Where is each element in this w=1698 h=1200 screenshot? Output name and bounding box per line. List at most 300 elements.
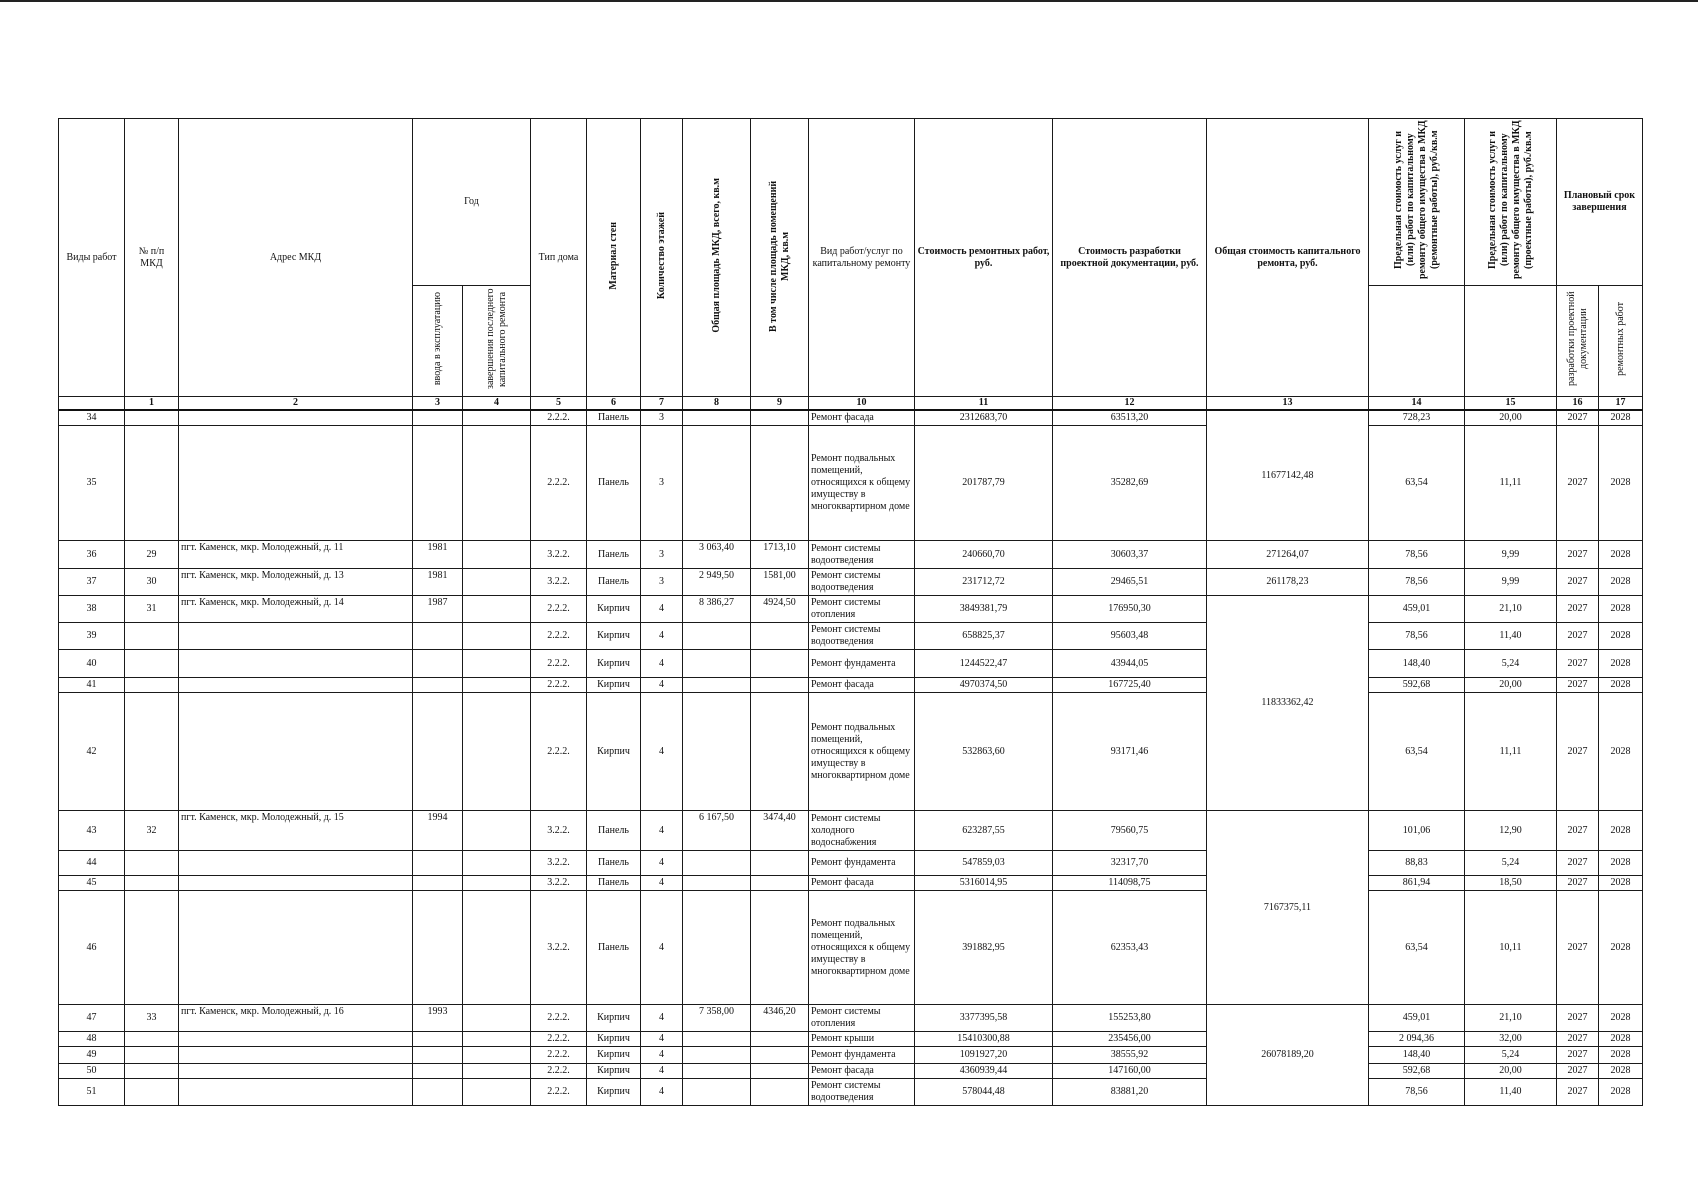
wall-material-cell: Кирпич	[587, 693, 641, 811]
total-area-cell	[683, 410, 751, 426]
premises-area-cell	[751, 1047, 809, 1064]
plan-repair-year-cell: 2028	[1599, 876, 1643, 891]
premises-area-cell	[751, 876, 809, 891]
limit-repair-cell: 861,94	[1369, 876, 1465, 891]
column-number: 14	[1369, 397, 1465, 411]
floors-cell: 3	[641, 410, 683, 426]
table-row	[59, 811, 1643, 851]
premises-area-cell	[751, 851, 809, 876]
year-commission-cell: 1994	[413, 811, 463, 851]
header-row-main	[59, 119, 1643, 286]
address-cell	[179, 410, 413, 426]
design-cost-cell: 38555,92	[1053, 1047, 1207, 1064]
limit-design-cell: 11,11	[1465, 426, 1557, 541]
design-cost-cell: 147160,00	[1053, 1064, 1207, 1079]
design-cost-cell: 176950,30	[1053, 596, 1207, 623]
premises-area-cell: 1581,00	[751, 569, 809, 596]
year-commission-cell: 1987	[413, 596, 463, 623]
total-area-cell	[683, 623, 751, 650]
repair-cost-cell: 231712,72	[915, 569, 1053, 596]
limit-design-cell: 20,00	[1465, 1064, 1557, 1079]
premises-area-cell	[751, 623, 809, 650]
header-year: Год	[413, 119, 531, 286]
floors-cell: 3	[641, 569, 683, 596]
design-cost-cell: 114098,75	[1053, 876, 1207, 891]
header-limit-design-blank	[1465, 286, 1557, 397]
column-number: 9	[751, 397, 809, 411]
repair-cost-cell: 391882,95	[915, 891, 1053, 1005]
total-area-cell	[683, 650, 751, 678]
repair-cost-cell: 15410300,88	[915, 1032, 1053, 1047]
floors-cell: 3	[641, 426, 683, 541]
row-number: 43	[59, 811, 125, 851]
address-cell	[179, 650, 413, 678]
mkd-number	[125, 1064, 179, 1079]
table-row	[59, 569, 1643, 596]
address-cell	[179, 623, 413, 650]
row-number: 38	[59, 596, 125, 623]
total-area-cell	[683, 693, 751, 811]
premises-area-cell	[751, 1079, 809, 1106]
header-wall-material: Материал стен	[607, 221, 619, 290]
header-floors: Количество этажей	[655, 211, 667, 300]
limit-design-cell: 11,40	[1465, 1079, 1557, 1106]
year-commission-cell	[413, 891, 463, 1005]
repair-cost-cell: 1244522,47	[915, 650, 1053, 678]
limit-design-cell: 9,99	[1465, 541, 1557, 569]
work-type-cell: Ремонт системы холодного водоснабжения	[809, 811, 915, 851]
wall-material-cell: Панель	[587, 410, 641, 426]
repair-cost-cell: 240660,70	[915, 541, 1053, 569]
total-area-cell	[683, 1032, 751, 1047]
limit-design-cell: 12,90	[1465, 811, 1557, 851]
premises-area-cell: 1713,10	[751, 541, 809, 569]
year-commission-cell	[413, 1064, 463, 1079]
row-number: 48	[59, 1032, 125, 1047]
table-row	[59, 1005, 1643, 1032]
limit-design-cell: 11,11	[1465, 693, 1557, 811]
limit-repair-cell: 148,40	[1369, 1047, 1465, 1064]
plan-design-year-cell: 2027	[1557, 541, 1599, 569]
house-type-cell: 2.2.2.	[531, 623, 587, 650]
wall-material-cell: Панель	[587, 569, 641, 596]
table-row	[59, 1064, 1643, 1079]
column-number: 11	[915, 397, 1053, 411]
total-area-cell	[683, 426, 751, 541]
year-commission-cell: 1981	[413, 569, 463, 596]
table-row	[59, 1047, 1643, 1064]
total-cost-cell: 271264,07	[1207, 541, 1369, 569]
floors-cell: 4	[641, 1047, 683, 1064]
work-type-cell: Ремонт фундамента	[809, 851, 915, 876]
limit-design-cell: 21,10	[1465, 596, 1557, 623]
house-type-cell: 2.2.2.	[531, 1032, 587, 1047]
wall-material-cell: Кирпич	[587, 650, 641, 678]
year-repair-cell	[463, 1064, 531, 1079]
plan-design-year-cell: 2027	[1557, 1079, 1599, 1106]
mkd-number: 33	[125, 1005, 179, 1032]
limit-repair-cell: 592,68	[1369, 1064, 1465, 1079]
house-type-cell: 2.2.2.	[531, 426, 587, 541]
premises-area-cell	[751, 1032, 809, 1047]
address-cell: пгт. Каменск, мкр. Молодежный, д. 14	[179, 596, 413, 623]
work-type-cell: Ремонт подвальных помещений, относящихся к общему имуществу в многоквартирном доме	[809, 693, 915, 811]
limit-repair-cell: 63,54	[1369, 693, 1465, 811]
address-cell	[179, 426, 413, 541]
design-cost-cell: 83881,20	[1053, 1079, 1207, 1106]
plan-repair-year-cell: 2028	[1599, 1005, 1643, 1032]
table-row	[59, 623, 1643, 650]
repair-cost-cell: 532863,60	[915, 693, 1053, 811]
plan-repair-year-cell: 2028	[1599, 596, 1643, 623]
mkd-number	[125, 650, 179, 678]
row-number: 44	[59, 851, 125, 876]
year-repair-cell	[463, 678, 531, 693]
repair-cost-cell: 2312683,70	[915, 410, 1053, 426]
wall-material-cell: Кирпич	[587, 1032, 641, 1047]
address-cell	[179, 1079, 413, 1106]
limit-design-cell: 9,99	[1465, 569, 1557, 596]
limit-design-cell: 11,40	[1465, 623, 1557, 650]
premises-area-cell	[751, 891, 809, 1005]
year-commission-cell	[413, 851, 463, 876]
year-commission-cell	[413, 1047, 463, 1064]
work-type-cell: Ремонт системы водоотведения	[809, 623, 915, 650]
repair-cost-cell: 547859,03	[915, 851, 1053, 876]
repair-cost-cell: 3377395,58	[915, 1005, 1053, 1032]
wall-material-cell: Панель	[587, 426, 641, 541]
year-commission-cell: 1993	[413, 1005, 463, 1032]
plan-design-year-cell: 2027	[1557, 1064, 1599, 1079]
premises-area-cell	[751, 426, 809, 541]
plan-repair-year-cell: 2028	[1599, 623, 1643, 650]
house-type-cell: 3.2.2.	[531, 541, 587, 569]
total-area-cell	[683, 876, 751, 891]
floors-cell: 4	[641, 1064, 683, 1079]
plan-design-year-cell: 2027	[1557, 678, 1599, 693]
table-row	[59, 410, 1643, 426]
header-total-cost: Общая стоимость капитального ремонта, руб.	[1207, 119, 1369, 397]
work-type-cell: Ремонт фундамента	[809, 1047, 915, 1064]
limit-repair-cell: 78,56	[1369, 623, 1465, 650]
row-number: 41	[59, 678, 125, 693]
row-number: 51	[59, 1079, 125, 1106]
table-row	[59, 891, 1643, 1005]
limit-repair-cell: 592,68	[1369, 678, 1465, 693]
plan-design-year-cell: 2027	[1557, 1005, 1599, 1032]
header-total-area: Общая площадь МКД, всего, кв.м	[710, 178, 722, 333]
house-type-cell: 2.2.2.	[531, 596, 587, 623]
year-repair-cell	[463, 1047, 531, 1064]
address-cell	[179, 851, 413, 876]
house-type-cell: 2.2.2.	[531, 678, 587, 693]
page-top-edge	[0, 0, 1698, 2]
floors-cell: 4	[641, 693, 683, 811]
limit-repair-cell: 459,01	[1369, 596, 1465, 623]
wall-material-cell: Кирпич	[587, 678, 641, 693]
header-work-type: Вид работ/услуг по капитальному ремонту	[809, 119, 915, 397]
repair-cost-cell: 4970374,50	[915, 678, 1053, 693]
column-number: 7	[641, 397, 683, 411]
header-design-cost: Стоимость разработки проектной документации, руб.	[1053, 119, 1207, 397]
table-row	[59, 851, 1643, 876]
repair-cost-cell: 1091927,20	[915, 1047, 1053, 1064]
address-cell: пгт. Каменск, мкр. Молодежный, д. 15	[179, 811, 413, 851]
year-repair-cell	[463, 693, 531, 811]
design-cost-cell: 95603,48	[1053, 623, 1207, 650]
wall-material-cell: Кирпич	[587, 1047, 641, 1064]
plan-repair-year-cell: 2028	[1599, 410, 1643, 426]
limit-design-cell: 5,24	[1465, 851, 1557, 876]
house-type-cell: 3.2.2.	[531, 891, 587, 1005]
design-cost-cell: 30603,37	[1053, 541, 1207, 569]
repair-cost-cell: 623287,55	[915, 811, 1053, 851]
total-area-cell	[683, 851, 751, 876]
plan-repair-year-cell: 2028	[1599, 1047, 1643, 1064]
total-cost-cell: 26078189,20	[1207, 1005, 1369, 1106]
header-plan-design: разработки проектной документации	[1565, 291, 1589, 387]
wall-material-cell: Панель	[587, 811, 641, 851]
address-cell	[179, 891, 413, 1005]
house-type-cell: 2.2.2.	[531, 1079, 587, 1106]
wall-material-cell: Панель	[587, 891, 641, 1005]
plan-design-year-cell: 2027	[1557, 1032, 1599, 1047]
plan-design-year-cell: 2027	[1557, 876, 1599, 891]
table-row	[59, 693, 1643, 811]
year-repair-cell	[463, 650, 531, 678]
mkd-number: 29	[125, 541, 179, 569]
house-type-cell: 3.2.2.	[531, 569, 587, 596]
premises-area-cell	[751, 693, 809, 811]
address-cell: пгт. Каменск, мкр. Молодежный, д. 13	[179, 569, 413, 596]
year-commission-cell	[413, 876, 463, 891]
year-repair-cell	[463, 596, 531, 623]
year-commission-cell	[413, 623, 463, 650]
limit-repair-cell: 101,06	[1369, 811, 1465, 851]
work-type-cell: Ремонт системы водоотведения	[809, 1079, 915, 1106]
floors-cell: 4	[641, 891, 683, 1005]
column-number: 15	[1465, 397, 1557, 411]
wall-material-cell: Панель	[587, 876, 641, 891]
floors-cell: 4	[641, 1005, 683, 1032]
limit-design-cell: 20,00	[1465, 678, 1557, 693]
plan-design-year-cell: 2027	[1557, 1047, 1599, 1064]
year-repair-cell	[463, 569, 531, 596]
design-cost-cell: 35282,69	[1053, 426, 1207, 541]
house-type-cell: 3.2.2.	[531, 876, 587, 891]
row-number: 47	[59, 1005, 125, 1032]
plan-repair-year-cell: 2028	[1599, 693, 1643, 811]
mkd-number: 32	[125, 811, 179, 851]
header-house-type: Тип дома	[531, 119, 587, 397]
column-number: 10	[809, 397, 915, 411]
column-number: 13	[1207, 397, 1369, 411]
year-commission-cell: 1981	[413, 541, 463, 569]
plan-design-year-cell: 2027	[1557, 410, 1599, 426]
design-cost-cell: 32317,70	[1053, 851, 1207, 876]
house-type-cell: 3.2.2.	[531, 811, 587, 851]
table-row	[59, 596, 1643, 623]
design-cost-cell: 93171,46	[1053, 693, 1207, 811]
design-cost-cell: 43944,05	[1053, 650, 1207, 678]
year-commission-cell	[413, 678, 463, 693]
work-type-cell: Ремонт фасада	[809, 876, 915, 891]
year-commission-cell	[413, 426, 463, 541]
header-premises-area: В том числе площадь помещений МКД, кв.м	[767, 179, 791, 332]
plan-design-year-cell: 2027	[1557, 811, 1599, 851]
row-number: 35	[59, 426, 125, 541]
total-area-cell	[683, 1047, 751, 1064]
plan-design-year-cell: 2027	[1557, 891, 1599, 1005]
wall-material-cell: Кирпич	[587, 1064, 641, 1079]
design-cost-cell: 235456,00	[1053, 1032, 1207, 1047]
year-repair-cell	[463, 876, 531, 891]
house-type-cell: 2.2.2.	[531, 650, 587, 678]
limit-repair-cell: 459,01	[1369, 1005, 1465, 1032]
year-repair-cell	[463, 426, 531, 541]
floors-cell: 4	[641, 678, 683, 693]
table-row	[59, 1032, 1643, 1047]
mkd-number	[125, 1079, 179, 1106]
column-number	[59, 397, 125, 411]
work-type-cell: Ремонт фасада	[809, 410, 915, 426]
row-number: 34	[59, 410, 125, 426]
limit-repair-cell: 63,54	[1369, 426, 1465, 541]
plan-repair-year-cell: 2028	[1599, 1064, 1643, 1079]
table-row	[59, 426, 1643, 541]
limit-design-cell: 20,00	[1465, 410, 1557, 426]
column-number: 5	[531, 397, 587, 411]
year-commission-cell	[413, 410, 463, 426]
row-number: 39	[59, 623, 125, 650]
column-number: 4	[463, 397, 531, 411]
mkd-number	[125, 1032, 179, 1047]
floors-cell: 4	[641, 876, 683, 891]
header-plan-term: Плановый срок завершения	[1557, 119, 1643, 286]
plan-design-year-cell: 2027	[1557, 650, 1599, 678]
mkd-number	[125, 623, 179, 650]
mkd-number: 30	[125, 569, 179, 596]
address-cell	[179, 693, 413, 811]
column-number: 1	[125, 397, 179, 411]
design-cost-cell: 62353,43	[1053, 891, 1207, 1005]
year-repair-cell	[463, 1005, 531, 1032]
year-repair-cell	[463, 623, 531, 650]
repair-cost-cell: 3849381,79	[915, 596, 1053, 623]
design-cost-cell: 167725,40	[1053, 678, 1207, 693]
header-plan-repair: ремонтных работ	[1614, 302, 1626, 376]
column-number: 12	[1053, 397, 1207, 411]
header-repair-cost: Стоимость ремонтных работ, руб.	[915, 119, 1053, 397]
plan-repair-year-cell: 2028	[1599, 891, 1643, 1005]
floors-cell: 4	[641, 811, 683, 851]
design-cost-cell: 79560,75	[1053, 811, 1207, 851]
limit-repair-cell: 728,23	[1369, 410, 1465, 426]
table-row	[59, 678, 1643, 693]
row-number: 45	[59, 876, 125, 891]
premises-area-cell	[751, 650, 809, 678]
address-cell	[179, 876, 413, 891]
work-type-cell: Ремонт системы водоотведения	[809, 541, 915, 569]
design-cost-cell: 63513,20	[1053, 410, 1207, 426]
plan-repair-year-cell: 2028	[1599, 1032, 1643, 1047]
year-commission-cell	[413, 650, 463, 678]
row-number: 49	[59, 1047, 125, 1064]
house-type-cell: 2.2.2.	[531, 1047, 587, 1064]
mkd-number	[125, 876, 179, 891]
plan-repair-year-cell: 2028	[1599, 851, 1643, 876]
premises-area-cell: 3474,40	[751, 811, 809, 851]
limit-repair-cell: 2 094,36	[1369, 1032, 1465, 1047]
limit-design-cell: 18,50	[1465, 876, 1557, 891]
total-cost-cell: 7167375,11	[1207, 811, 1369, 1005]
table-row	[59, 876, 1643, 891]
work-type-cell: Ремонт подвальных помещений, относящихся к общему имуществу в многоквартирном доме	[809, 426, 915, 541]
total-area-cell	[683, 891, 751, 1005]
repair-cost-cell: 4360939,44	[915, 1064, 1053, 1079]
table-row	[59, 1079, 1643, 1106]
row-number: 42	[59, 693, 125, 811]
house-type-cell: 2.2.2.	[531, 693, 587, 811]
total-area-cell	[683, 1079, 751, 1106]
capital-repair-table	[58, 118, 1643, 1106]
header-limit-repair: Предельная стоимость услуг и (или) работ по капитальному ремонту общего имущества в МКД (ремонтные работы), руб./кв.м	[1392, 120, 1440, 280]
capital-repair-table-sheet	[58, 118, 1643, 1106]
year-repair-cell	[463, 1032, 531, 1047]
mkd-number	[125, 891, 179, 1005]
total-cost-cell: 261178,23	[1207, 569, 1369, 596]
limit-design-cell: 5,24	[1465, 650, 1557, 678]
mkd-number	[125, 1047, 179, 1064]
premises-area-cell: 4346,20	[751, 1005, 809, 1032]
plan-design-year-cell: 2027	[1557, 623, 1599, 650]
work-type-cell: Ремонт системы водоотведения	[809, 569, 915, 596]
wall-material-cell: Кирпич	[587, 1005, 641, 1032]
row-number: 36	[59, 541, 125, 569]
total-area-cell: 6 167,50	[683, 811, 751, 851]
total-area-cell: 2 949,50	[683, 569, 751, 596]
work-type-cell: Ремонт фасада	[809, 678, 915, 693]
plan-repair-year-cell: 2028	[1599, 569, 1643, 596]
total-area-cell	[683, 1064, 751, 1079]
total-area-cell: 7 358,00	[683, 1005, 751, 1032]
plan-repair-year-cell: 2028	[1599, 541, 1643, 569]
work-type-cell: Ремонт крыши	[809, 1032, 915, 1047]
header-n-mkd: № п/п МКД	[125, 119, 179, 397]
wall-material-cell: Панель	[587, 851, 641, 876]
header-limit-repair-blank	[1369, 286, 1465, 397]
header-address: Адрес МКД	[179, 119, 413, 397]
address-cell	[179, 678, 413, 693]
limit-design-cell: 21,10	[1465, 1005, 1557, 1032]
floors-cell: 4	[641, 623, 683, 650]
header-limit-design: Предельная стоимость услуг и (или) работ по капитальному ремонту общего имущества в МКД (проектные работы), руб./кв.м	[1486, 120, 1534, 280]
mkd-number	[125, 678, 179, 693]
column-number-row	[59, 397, 1643, 411]
plan-repair-year-cell: 2028	[1599, 678, 1643, 693]
year-commission-cell	[413, 1032, 463, 1047]
limit-repair-cell: 148,40	[1369, 650, 1465, 678]
year-repair-cell	[463, 1079, 531, 1106]
mkd-number	[125, 693, 179, 811]
plan-design-year-cell: 2027	[1557, 596, 1599, 623]
work-type-cell: Ремонт системы отопления	[809, 1005, 915, 1032]
repair-cost-cell: 5316014,95	[915, 876, 1053, 891]
wall-material-cell: Панель	[587, 541, 641, 569]
limit-repair-cell: 88,83	[1369, 851, 1465, 876]
year-commission-cell	[413, 693, 463, 811]
wall-material-cell: Кирпич	[587, 1079, 641, 1106]
